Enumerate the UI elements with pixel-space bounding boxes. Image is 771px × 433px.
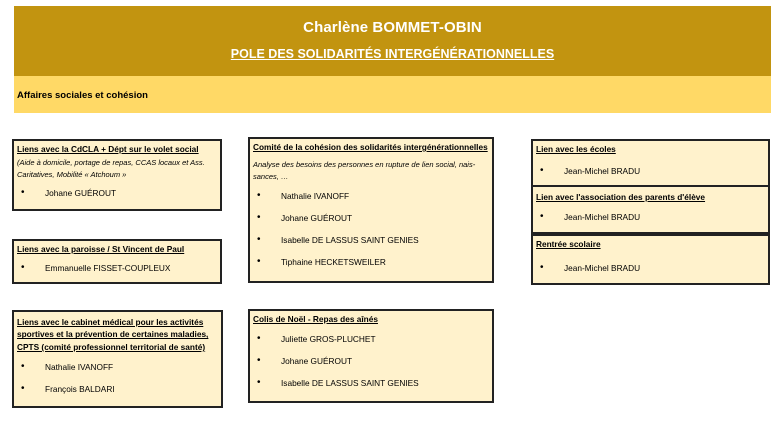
bullet-icon: • [257, 233, 261, 245]
bullet-icon: • [257, 255, 261, 267]
list-item [253, 350, 489, 372]
box-comite [248, 137, 494, 283]
box-title: Rentrée scolaire [536, 239, 601, 249]
list-item [253, 185, 489, 207]
bullet-icon: • [257, 332, 261, 344]
person: François BALDARI [45, 384, 115, 395]
bullet-icon: • [21, 361, 25, 373]
person: Tiphaine HECKETSWEILER [281, 256, 386, 267]
header-banner [14, 6, 771, 76]
box-ecoles [531, 139, 770, 187]
person: Nathalie IVANOFF [281, 190, 350, 201]
bullet-icon: • [540, 164, 544, 176]
list-item [17, 356, 218, 378]
person: Johane GUÉROUT [281, 355, 353, 366]
bullet-icon: • [21, 186, 25, 198]
list-item [253, 372, 489, 394]
box-title: Colis de Noël - Repas des aînés [253, 314, 378, 324]
box-title: Liens avec la CdCLA + Dépt sur le volet social [17, 144, 199, 154]
list-item [253, 229, 489, 251]
list-item [536, 257, 765, 279]
list-item [17, 182, 217, 204]
bullet-icon: • [257, 189, 261, 201]
list-item [253, 328, 489, 350]
list-item [536, 160, 765, 182]
box-title: Liens avec le cabinet médical pour les activités sportives et la prévention de certaines maladies, CPTS (comité professionnel territorial de santé) [17, 317, 209, 352]
bullet-icon: • [540, 210, 544, 222]
box-paroisse [12, 239, 222, 284]
bullet-icon: • [540, 261, 544, 273]
box-description: (Aide à domicile, portage de repas, CCAS locaux et Ass. Caritatives, Mobilité « Atchoum » [17, 157, 205, 179]
section-label: Affaires sociales et cohésion [17, 90, 148, 101]
person: Nathalie IVANOFF [45, 362, 114, 373]
box-title: Lien avec l'association des parents d'élève [536, 192, 706, 202]
box-title: Liens avec la paroisse / St Vincent de Paul [17, 244, 185, 254]
list-item [253, 207, 489, 229]
person: Jean-Michel BRADU [564, 262, 641, 273]
section-banner [14, 76, 771, 113]
box-cdcla [12, 139, 222, 211]
list-item [536, 206, 765, 228]
box-colis [248, 309, 494, 403]
list-item [17, 378, 218, 400]
bullet-icon: • [257, 211, 261, 223]
person: Jean-Michel BRADU [564, 165, 641, 176]
bullet-icon: • [257, 354, 261, 366]
person: Juliette GROS-PLUCHET [281, 333, 376, 344]
box-parents [531, 187, 770, 234]
bullet-icon: • [257, 376, 261, 388]
person: Jean-Michel BRADU [564, 211, 641, 222]
person: Johane GUÉROUT [281, 212, 353, 223]
pole-title: POLE DES SOLIDARITÉS INTERGÉNÉRATIONNELLES [230, 47, 555, 61]
bullet-icon: • [21, 383, 25, 395]
person-name: Charlène BOMMET-OBIN [303, 19, 482, 36]
list-item [253, 251, 489, 273]
bullet-icon: • [21, 261, 25, 273]
person: Isabelle DE LASSUS SAINT GENIES [281, 377, 419, 388]
person: Emmanuelle FISSET-COUPLEUX [45, 262, 171, 273]
list-item [17, 257, 217, 279]
box-title: Comité de la cohésion des solidarités intergénérationnelles [253, 142, 488, 152]
box-cabinet [12, 310, 223, 408]
person: Isabelle DE LASSUS SAINT GENIES [281, 234, 419, 245]
box-title: Lien avec les écoles [536, 144, 616, 154]
person: Johane GUÉROUT [45, 187, 117, 198]
box-rentree [531, 234, 770, 285]
box-description: Analyse des besoins des personnes en rupture de lien social, nais-sances, … [253, 159, 476, 181]
